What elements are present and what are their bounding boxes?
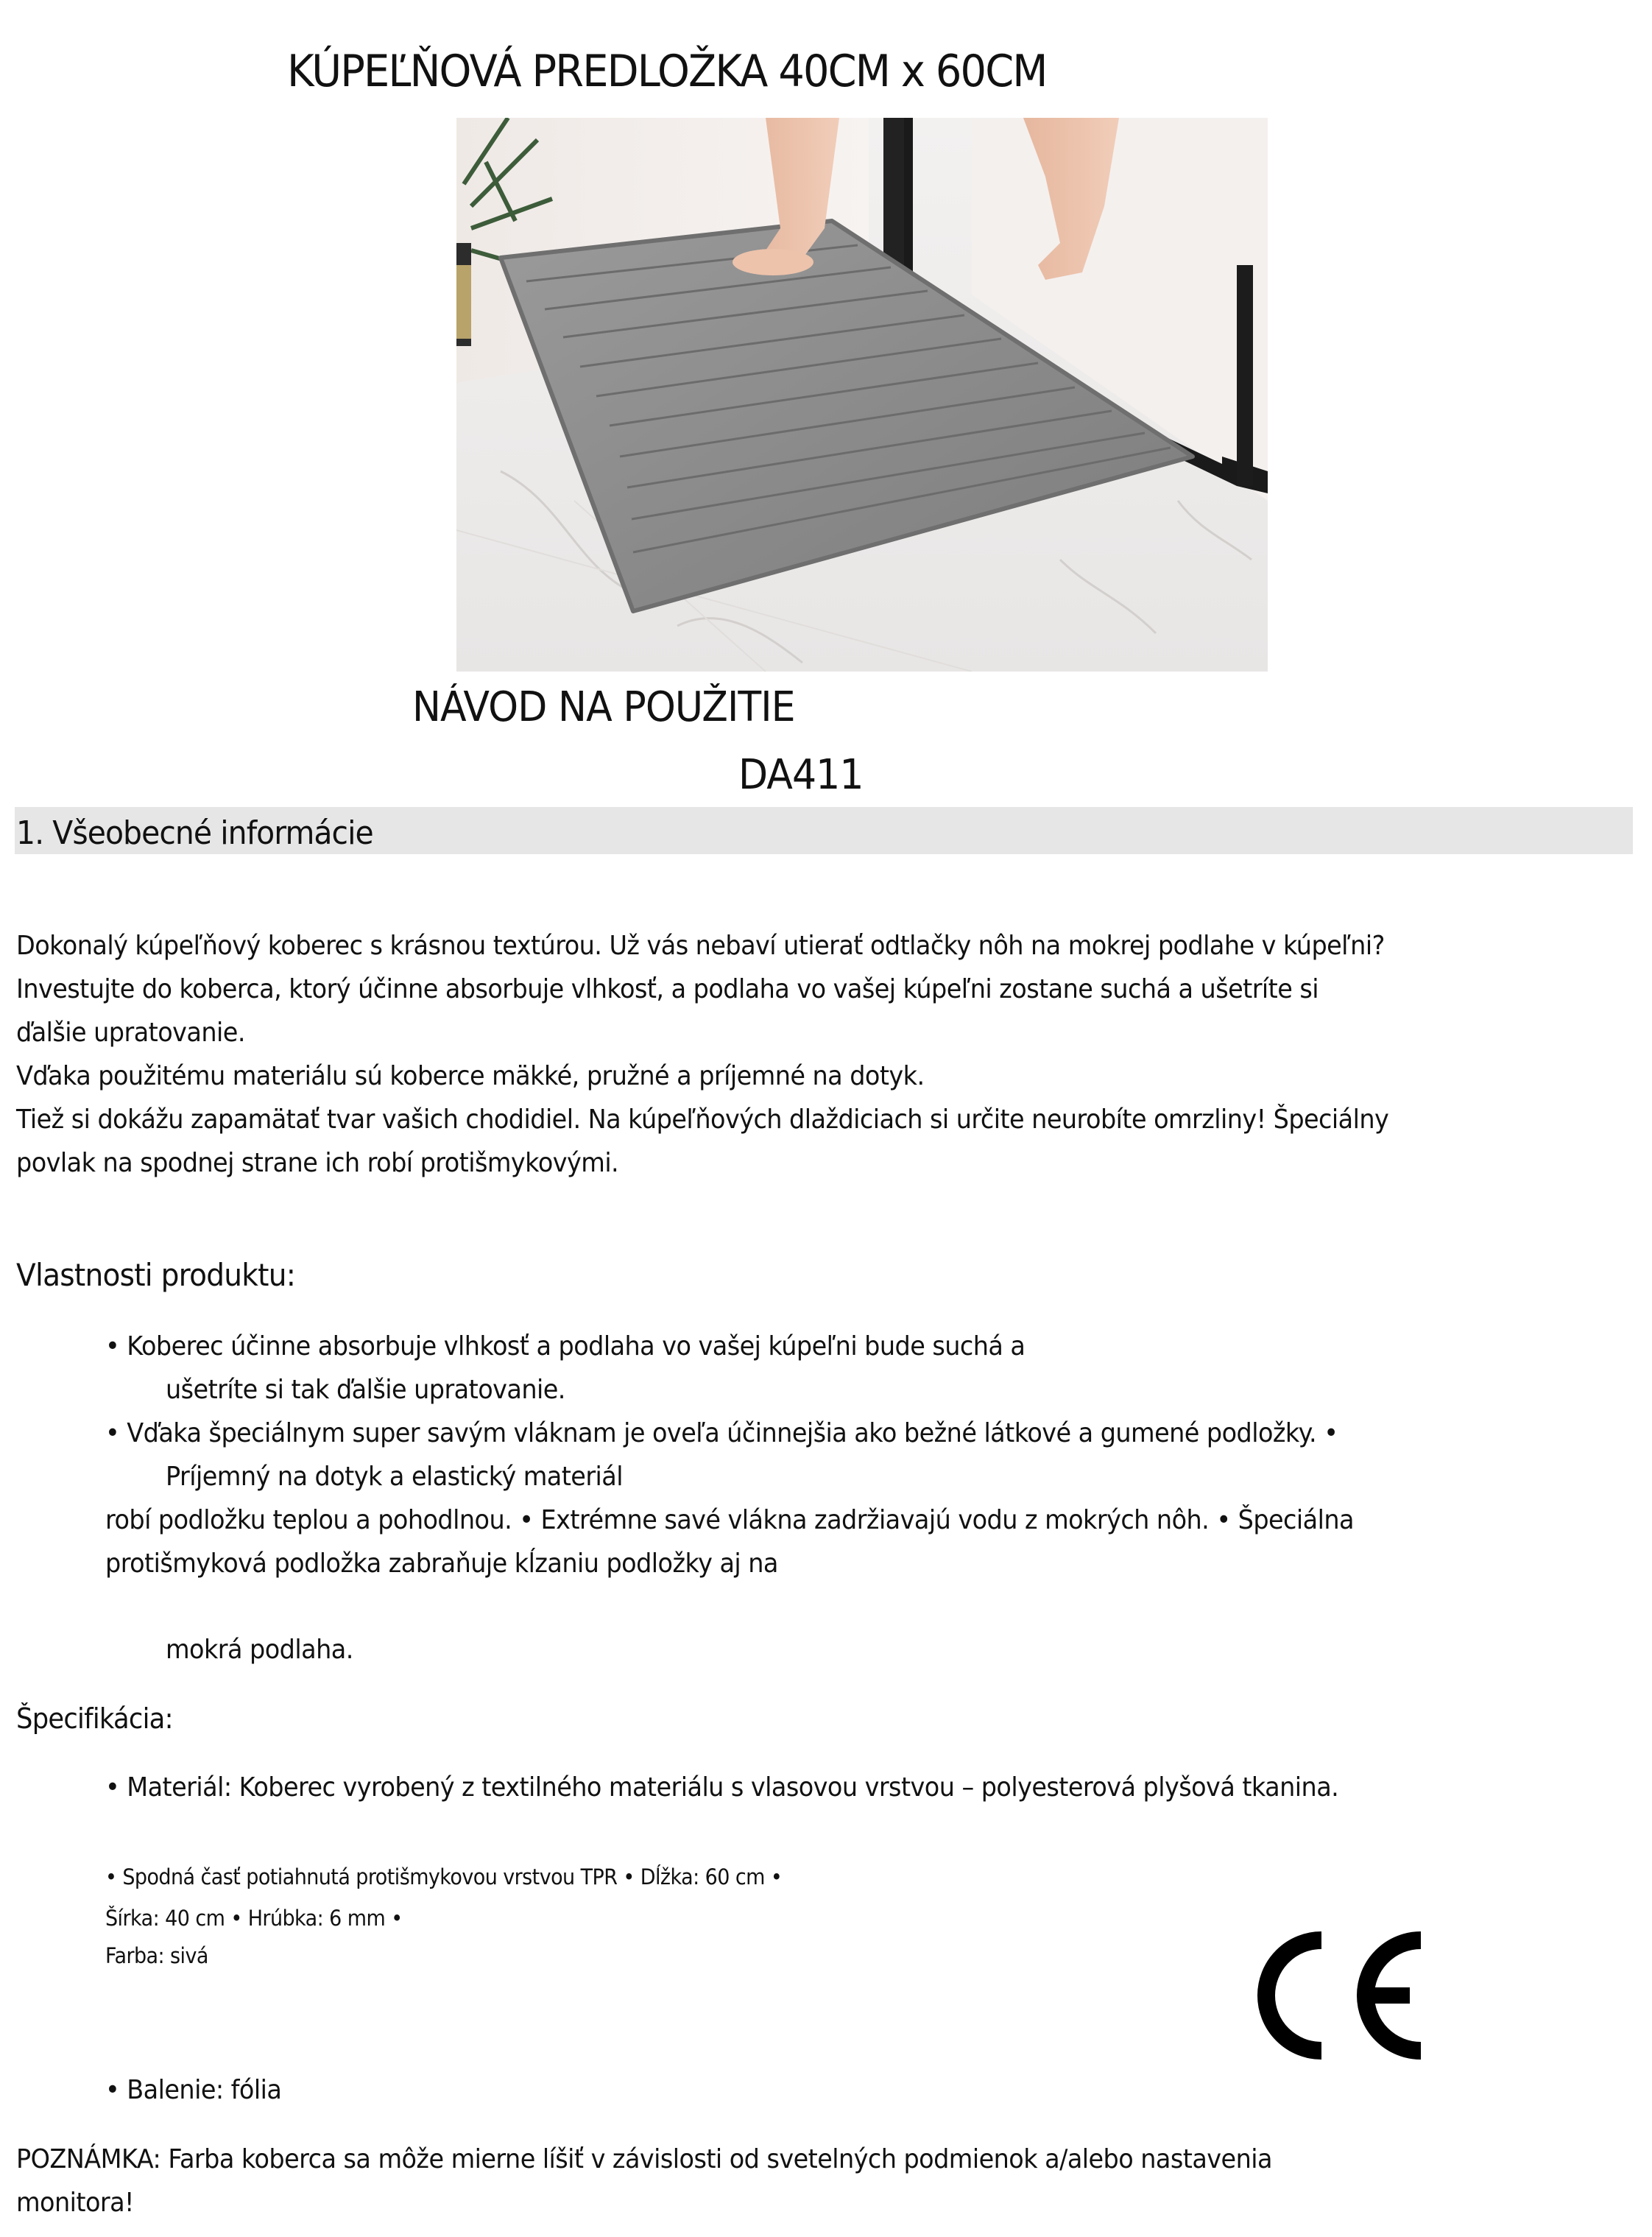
property-line: ušetríte si tak ďalšie upratovanie. (166, 1375, 565, 1405)
spec-line: • Spodná časť potiahnutá protišmykovou vrstvou TPR • Dĺžka: 60 cm • (105, 1864, 783, 1889)
property-line: mokrá podlaha. (166, 1635, 353, 1665)
intro-line: Tiež si dokážu zapamätať tvar vašich chodidiel. Na kúpeľňových dlaždiciach si určite neurobíte omrzliny! Špeciálny (16, 1105, 1389, 1135)
manual-heading: NÁVOD NA POUŽITIE (412, 683, 795, 731)
bath-mat-photo-icon (456, 118, 1268, 672)
product-code: DA411 (738, 751, 864, 799)
intro-line: Dokonalý kúpeľňový koberec s krásnou textúrou. Už vás nebaví utierať odtlačky nôh na mokrej podlahe v kúpeľni? (16, 931, 1385, 961)
document-title: KÚPEĽŇOVÁ PREDLOŽKA 40CM x 60CM (287, 46, 1047, 97)
spec-line: Šírka: 40 cm • Hrúbka: 6 mm • (105, 1906, 403, 1931)
intro-line: Investujte do koberca, ktorý účinne absorbuje vlhkosť, a podlaha vo vašej kúpeľni zostane suchá a ušetríte si (16, 974, 1319, 1004)
property-line: robí podložku teplou a pohodlnou. • Extrémne savé vlákna zadržiavajú vodu z mokrých nôh. • Špeciálna (105, 1505, 1354, 1535)
section-heading-bar (15, 807, 1633, 854)
section-heading: 1. Všeobecné informácie (16, 814, 373, 852)
property-line: • Koberec účinne absorbuje vlhkosť a podlaha vo vašej kúpeľni bude suchá a (105, 1331, 1026, 1361)
product-photo (456, 118, 1268, 672)
property-line: • Vďaka špeciálnym super savým vláknam je oveľa účinnejšia ako bežné látkové a gumené podložky. • (105, 1418, 1338, 1448)
note-line: POZNÁMKA: Farba koberca sa môže mierne líšiť v závislosti od svetelných podmienok a/alebo nastavenia (16, 2144, 1272, 2174)
ce-mark-icon (1244, 1926, 1428, 2065)
spec-material: • Materiál: Koberec vyrobený z textilného materiálu s vlasovou vrstvou – polyesterová plyšová tkanina. (105, 1772, 1339, 1803)
note-line: monitora! (16, 2188, 134, 2218)
property-line: Príjemný na dotyk a elastický materiál (166, 1462, 623, 1492)
specification-heading: Špecifikácia: (16, 1702, 173, 1735)
intro-line: ďalšie upratovanie. (16, 1018, 245, 1048)
property-line: protišmyková podložka zabraňuje kĺzaniu podložky aj na (105, 1549, 778, 1579)
spec-packaging: • Balenie: fólia (105, 2075, 282, 2105)
intro-line: Vďaka použitému materiálu sú koberce mäkké, pružné a príjemné na dotyk. (16, 1061, 925, 1091)
intro-line: povlak na spodnej strane ich robí protišmykovými. (16, 1148, 619, 1178)
spec-line: Farba: sivá (105, 1943, 208, 1968)
properties-heading: Vlastnosti produktu: (16, 1257, 296, 1293)
